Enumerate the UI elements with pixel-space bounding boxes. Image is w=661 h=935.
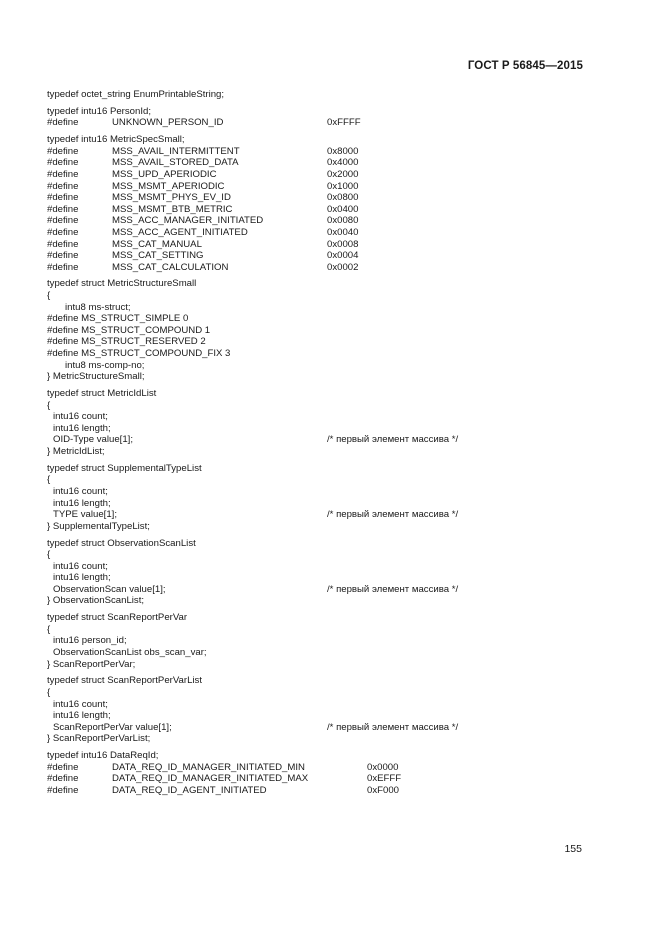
- define-name: MSS_CAT_CALCULATION: [112, 261, 229, 273]
- code-line: } SupplementalTypeList;: [47, 520, 150, 532]
- define-value: 0x0004: [327, 250, 359, 262]
- define-keyword: #define: [47, 773, 79, 785]
- define-value: 0x4000: [327, 157, 359, 169]
- define-name: MSS_CAT_MANUAL: [112, 238, 202, 250]
- define-name: DATA_REQ_ID_AGENT_INITIATED: [112, 784, 267, 796]
- define-value: 0x0000: [367, 761, 399, 773]
- code-line: typedef struct ObservationScanList: [47, 537, 196, 549]
- code-line: intu16 person_id;: [53, 635, 127, 647]
- define-row: [47, 250, 607, 262]
- define-name: MSS_MSMT_APERIODIC: [112, 180, 225, 192]
- define-row: [47, 762, 607, 774]
- code-line: [47, 434, 607, 446]
- code-line: } MetricStructureSmall;: [47, 371, 145, 383]
- code-line: intu16 length;: [53, 422, 111, 434]
- define-name: MSS_AVAIL_INTERMITTENT: [112, 145, 240, 157]
- code-text: OID-Type value[1];: [53, 434, 133, 446]
- define-keyword: #define: [47, 261, 79, 273]
- define-keyword: #define: [47, 145, 79, 157]
- standard-header: ГОСТ Р 56845—2015: [467, 60, 583, 72]
- define-value: 0x0008: [327, 238, 359, 250]
- scan-report-per-var-block: [47, 612, 607, 670]
- define-value: 0x0040: [327, 226, 359, 238]
- code-line: intu16 length;: [53, 710, 111, 722]
- code-line: #define MS_STRUCT_COMPOUND_FIX 3: [47, 348, 231, 360]
- metric-id-list-block: [47, 388, 607, 458]
- metric-structure-small-block: [47, 278, 607, 382]
- define-keyword: #define: [47, 203, 79, 215]
- define-value: 0x0400: [327, 203, 359, 215]
- define-row: [47, 227, 607, 239]
- define-row: [47, 192, 607, 204]
- define-keyword: #define: [47, 117, 79, 129]
- define-keyword: #define: [47, 192, 79, 204]
- code-line: intu8 ms-comp-no;: [65, 359, 145, 371]
- code-line: intu16 count;: [53, 411, 108, 423]
- code-line: ObservationScanList obs_scan_var;: [53, 647, 207, 659]
- define-keyword: #define: [47, 238, 79, 250]
- define-row: [47, 215, 607, 227]
- code-line: } ObservationScanList;: [47, 595, 145, 607]
- define-row: [47, 157, 607, 169]
- code-line: {: [47, 290, 51, 302]
- define-keyword: #define: [47, 168, 79, 180]
- code-comment: /* первый элемент массива */: [327, 721, 459, 733]
- define-keyword: #define: [47, 226, 79, 238]
- code-line: typedef struct SupplementalTypeList: [47, 462, 202, 474]
- code-line: intu8 ms-struct;: [65, 301, 131, 313]
- define-keyword: #define: [47, 157, 79, 169]
- define-value: 0xF000: [367, 784, 399, 796]
- code-comment: /* первый элемент массива */: [327, 583, 459, 595]
- metric-spec-small-block: [47, 134, 607, 273]
- code-text: ScanReportPerVar value[1];: [53, 721, 172, 733]
- code-line: [47, 509, 607, 521]
- define-keyword: #define: [47, 250, 79, 262]
- code-line: intu16 count;: [53, 560, 108, 572]
- define-row: [47, 773, 607, 785]
- define-keyword: #define: [47, 215, 79, 227]
- code-line: intu16 count;: [53, 698, 108, 710]
- code-line: intu16 length;: [53, 497, 111, 509]
- code-line: typedef intu16 PersonId;: [47, 105, 152, 117]
- code-line: #define MS_STRUCT_RESERVED 2: [47, 336, 206, 348]
- define-value: 0x8000: [327, 145, 359, 157]
- define-name: MSS_ACC_AGENT_INITIATED: [112, 226, 248, 238]
- code-line: #define MS_STRUCT_SIMPLE 0: [47, 313, 189, 325]
- code-line: {: [47, 399, 51, 411]
- code-comment: /* первый элемент массива */: [327, 509, 459, 521]
- define-value: 0x2000: [327, 168, 359, 180]
- code-line: typedef intu16 DataReqId;: [47, 750, 159, 762]
- define-row: [47, 204, 607, 216]
- define-name: DATA_REQ_ID_MANAGER_INITIATED_MIN: [112, 761, 305, 773]
- code-line: typedef struct ScanReportPerVarList: [47, 675, 202, 687]
- define-row: [47, 169, 607, 181]
- code-line: typedef octet_string EnumPrintableString;: [47, 89, 225, 100]
- observation-scan-list-block: [47, 538, 607, 608]
- define-value: 0x0080: [327, 215, 359, 227]
- code-text: TYPE value[1];: [53, 509, 117, 521]
- person-id-block: [47, 106, 607, 129]
- code-line: #define MS_STRUCT_COMPOUND 1: [47, 324, 211, 336]
- define-keyword: #define: [47, 180, 79, 192]
- define-keyword: #define: [47, 761, 79, 773]
- define-name: MSS_MSMT_PHYS_EV_ID: [112, 192, 231, 204]
- code-line: } ScanReportPerVarList;: [47, 733, 151, 745]
- code-line: {: [47, 687, 51, 698]
- define-value: 0x0800: [327, 192, 359, 204]
- code-line: } MetricIdList;: [47, 445, 105, 457]
- code-line: typedef struct ScanReportPerVar: [47, 612, 188, 624]
- scan-report-per-var-list-block: [47, 675, 607, 745]
- code-line: {: [47, 549, 51, 561]
- code-line: {: [47, 623, 51, 635]
- define-row: [47, 785, 607, 797]
- code-line: [47, 584, 607, 596]
- supplemental-type-list-block: [47, 463, 607, 533]
- code-line: {: [47, 474, 51, 486]
- define-value: 0x1000: [327, 180, 359, 192]
- code-line: [47, 722, 607, 734]
- code-line: typedef struct MetricStructureSmall: [47, 278, 197, 290]
- code-line: typedef intu16 MetricSpecSmall;: [47, 134, 185, 146]
- define-name: MSS_UPD_APERIODIC: [112, 168, 217, 180]
- define-name: UNKNOWN_PERSON_ID: [112, 117, 224, 129]
- define-row: [47, 239, 607, 251]
- define-value: 0xFFFF: [327, 117, 361, 129]
- data-req-id-block: [47, 750, 607, 796]
- code-listing: [47, 89, 607, 797]
- code-line: intu16 length;: [53, 572, 111, 584]
- define-name: DATA_REQ_ID_MANAGER_INITIATED_MAX: [112, 773, 309, 785]
- code-comment: /* первый элемент массива */: [327, 434, 459, 446]
- define-row: [47, 181, 607, 193]
- define-value: 0xEFFF: [367, 773, 402, 785]
- define-row: [47, 117, 607, 129]
- page-number: 155: [564, 843, 582, 855]
- define-keyword: #define: [47, 784, 79, 796]
- define-name: MSS_MSMT_BTB_METRIC: [112, 203, 233, 215]
- define-name: MSS_ACC_MANAGER_INITIATED: [112, 215, 264, 227]
- code-line: intu16 count;: [53, 485, 108, 497]
- code-line: } ScanReportPerVar;: [47, 658, 136, 670]
- define-name: MSS_CAT_SETTING: [112, 250, 204, 262]
- define-value: 0x0002: [327, 261, 359, 273]
- code-text: ObservationScan value[1];: [53, 583, 166, 595]
- define-row: [47, 146, 607, 158]
- define-row: [47, 262, 607, 274]
- define-name: MSS_AVAIL_STORED_DATA: [112, 157, 239, 169]
- code-line: typedef struct MetricIdList: [47, 388, 157, 399]
